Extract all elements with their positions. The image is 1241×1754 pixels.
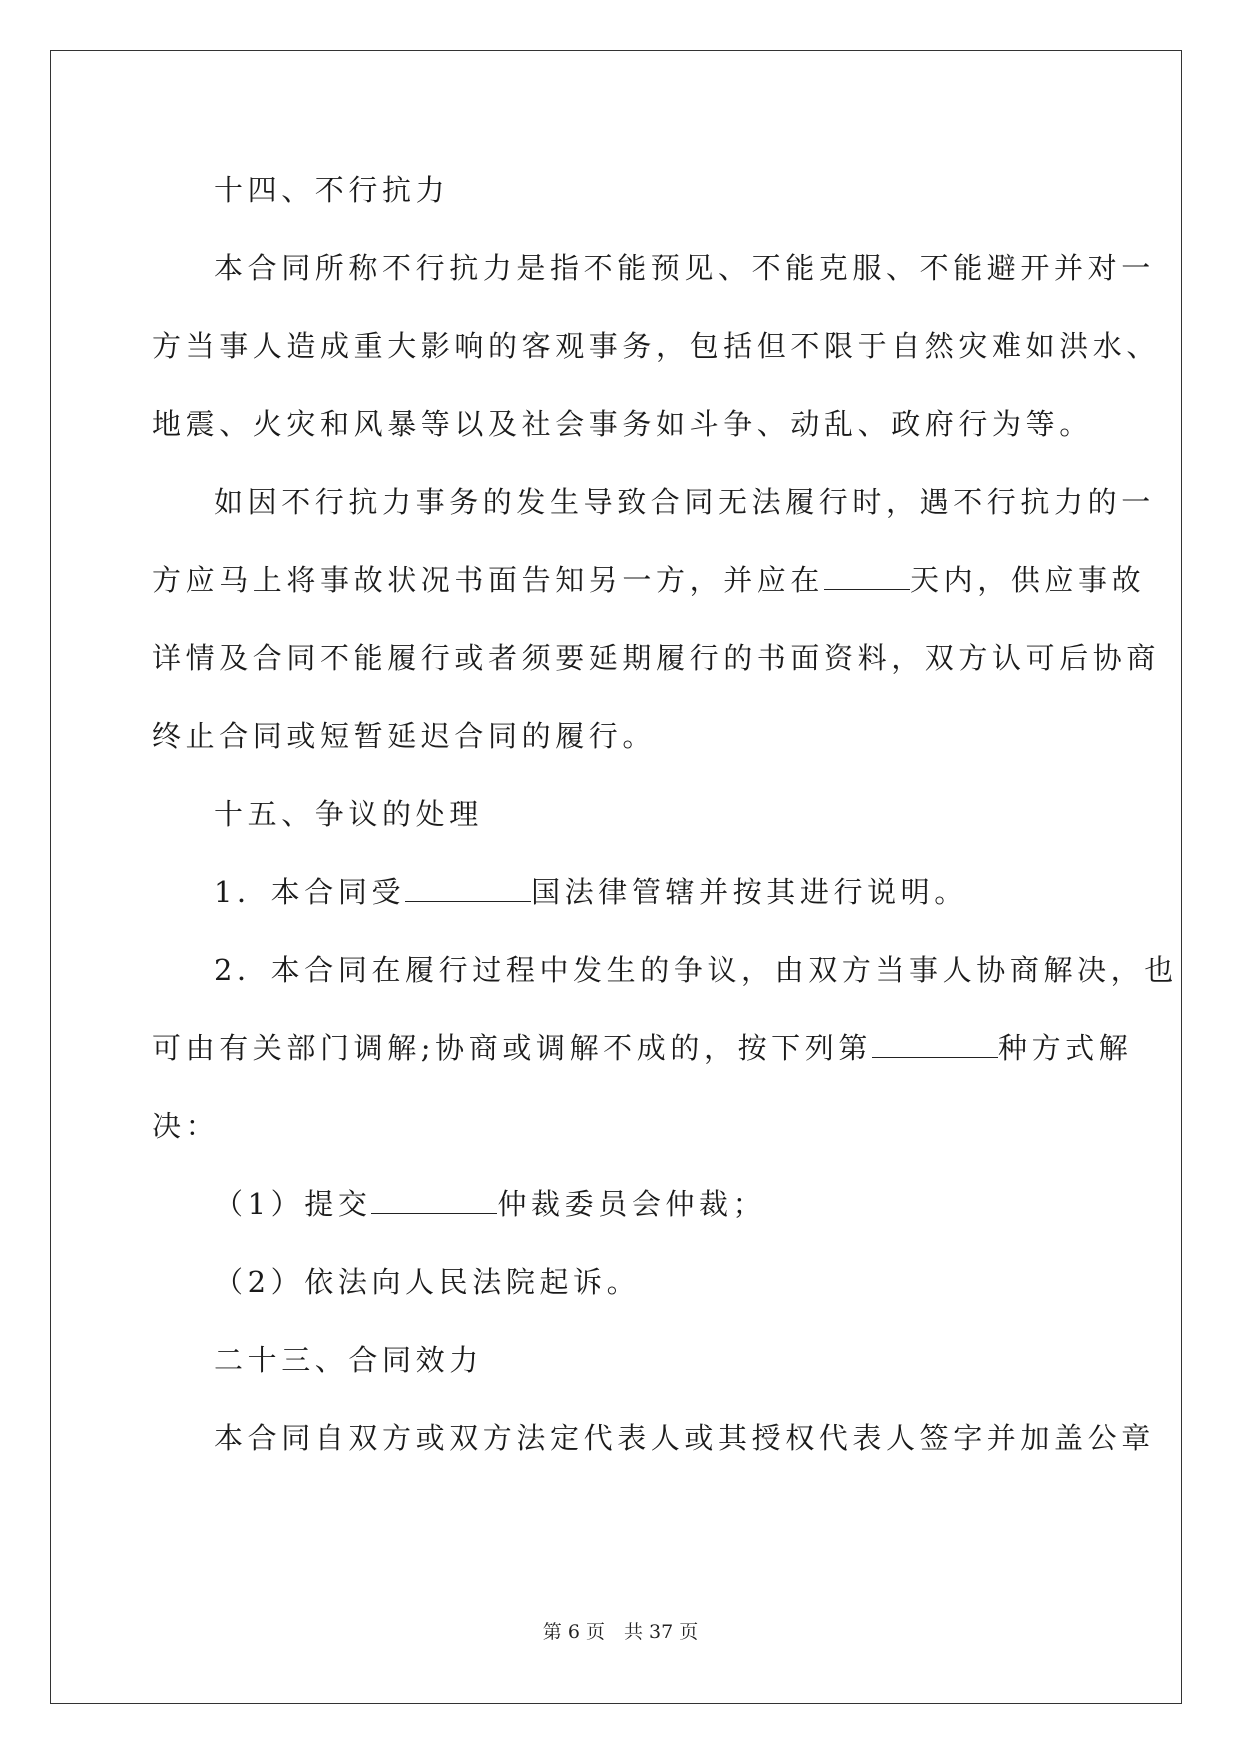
paragraph-line: 本合同所称不行抗力是指不能预见、不能克服、不能避开并对一 — [214, 251, 1155, 285]
fill-blank — [872, 1031, 998, 1058]
list-item-with-blank — [214, 1184, 766, 1224]
line-text: （1）提交 — [214, 1187, 372, 1221]
paragraph-line: 详情及合同不能履行或者须要延期履行的书面资料，双方认可后协商 — [152, 641, 1161, 675]
line-text: 仲裁委员会仲裁； — [497, 1187, 767, 1221]
clause-line-with-blank — [214, 872, 968, 912]
paragraph-line: 终止合同或短暂延迟合同的履行。 — [152, 719, 657, 753]
paragraph-line: 决： — [152, 1109, 220, 1143]
line-text: 国法律管辖并按其进行说明。 — [531, 875, 968, 909]
list-item: （2）依法向人民法院起诉。 — [214, 1265, 641, 1299]
paragraph-line: 如因不行抗力事务的发生导致合同无法履行时，遇不行抗力的一 — [214, 485, 1155, 519]
paragraph-line: 本合同自双方或双方法定代表人或其授权代表人签字并加盖公章 — [214, 1421, 1155, 1455]
line-text: 种方式解 — [997, 1031, 1133, 1065]
paragraph-line: 2．本合同在履行过程中发生的争议，由双方当事人协商解决，也 — [214, 953, 1178, 987]
line-text: 天内，供应事故 — [910, 563, 1146, 597]
fill-blank — [371, 1187, 497, 1214]
section-heading-force-majeure: 十四、不行抗力 — [214, 173, 450, 207]
line-text: 可由有关部门调解;协商或调解不成的，按下列第 — [152, 1031, 872, 1065]
fill-blank — [824, 563, 910, 590]
fill-blank — [405, 875, 531, 902]
paragraph-line-with-blank — [152, 1028, 1132, 1068]
paragraph-line: 方当事人造成重大影响的客观事务，包括但不限于自然灾难如洪水、 — [152, 329, 1161, 363]
section-heading-disputes: 十五、争议的处理 — [214, 797, 483, 831]
section-heading-validity: 二十三、合同效力 — [214, 1343, 483, 1377]
line-text: 1．本合同受 — [214, 875, 406, 909]
line-text: 方应马上将事故状况书面告知另一方，并应在 — [152, 563, 825, 597]
paragraph-line-with-blank — [152, 560, 1145, 600]
paragraph-line: 地震、火灾和风暴等以及社会事务如斗争、动乱、政府行为等。 — [152, 407, 1093, 441]
page-number-footer: 第 6 页 共 37 页 — [542, 1621, 699, 1643]
